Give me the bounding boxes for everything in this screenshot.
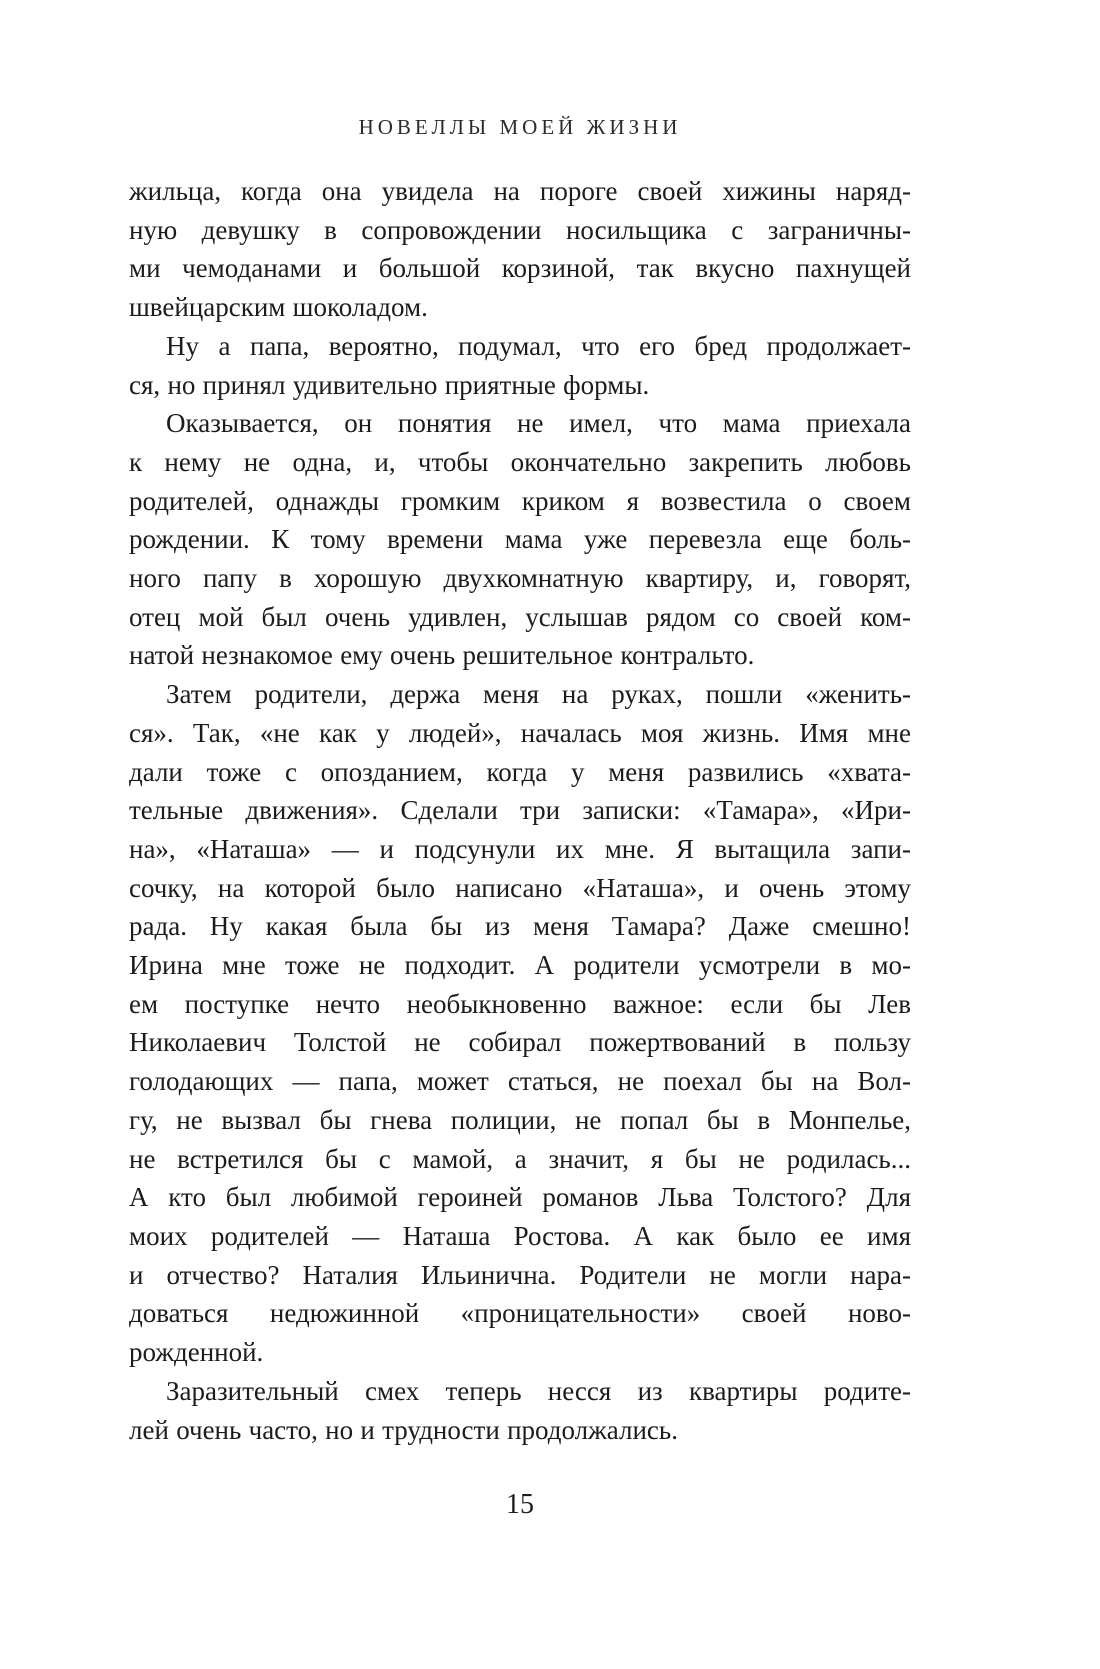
text-line: ся, но принял удивительно приятные формы. [129,369,650,400]
running-header: НОВЕЛЛЫ МОЕЙ ЖИЗНИ [358,115,682,139]
text-line: сочку, на которой было написано «Наташа», и очень этому [129,872,911,903]
text-line: дали тоже с опозданием, когда у меня развились «хвата- [129,756,911,787]
text-line: ем поступке нечто необыкновенно важное: если бы Лев [129,988,911,1019]
text-line: рождении. К тому времени мама уже перевезла еще боль- [129,524,911,555]
text-line: Николаевич Толстой не собирал пожертвований в пользу [129,1027,911,1058]
text-line: к нему не одна, и, чтобы окончательно закрепить любовь [129,446,911,477]
text-line: рожденной. [129,1337,264,1368]
text-line: тельные движения». Сделали три записки: «Тамара», «Ири- [129,795,911,826]
text-line: голодающих — папа, может статься, не поехал бы на Вол- [129,1066,911,1097]
text-line: жильца, когда она увидела на пороге своей хижины наряд- [129,176,911,206]
text-line: доваться недюжинной «проницательности» своей ново- [129,1298,911,1329]
text-line: ного папу в хорошую двухкомнатную квартиру, и, говорят, [129,563,911,594]
text-line: рада. Ну какая была бы из меня Тамара? Даже смешно! [129,911,911,942]
text-line: швейцарским шоколадом. [129,292,428,323]
text-line: Заразительный смех теперь несся из квартиры родите- [166,1375,911,1406]
body-text [129,172,911,1449]
text-line: моих родителей — Наташа Ростова. А как было ее имя [129,1220,911,1251]
text-line: отец мой был очень удивлен, услышав рядом со своей ком- [129,601,911,632]
text-line: лей очень часто, но и трудности продолжались. [129,1414,678,1445]
text-line: ми чемоданами и большой корзиной, так вкусно пахнущей [129,253,911,284]
text-line: не встретился бы с мамой, а значит, я бы не родилась... [129,1143,911,1174]
text-line: ся». Так, «не как у людей», началась моя жизнь. Имя мне [129,717,911,748]
text-line: Ирина мне тоже не подходит. А родители усмотрели в мо- [129,950,911,981]
text-line: А кто был любимой героиней романов Льва Толстого? Для [129,1182,911,1213]
text-line: Затем родители, держа меня на руках, пошли «женить- [166,679,911,710]
text-line: родителей, однажды громким криком я возвестила о своем [129,485,911,516]
page-number: 15 [506,1489,534,1520]
text-line: гу, не вызвал бы гнева полиции, не попал бы в Монпелье, [129,1104,911,1135]
text-line: ную девушку в сопровождении носильщика с заграничны- [129,214,911,245]
text-line: натой незнакомое ему очень решительное контральто. [129,640,755,671]
text-line: и отчество? Наталия Ильинична. Родители не могли нара- [129,1259,911,1290]
text-line: Оказывается, он понятия не имел, что мама приехала [166,408,911,439]
text-line: Ну а папа, вероятно, подумал, что его бред продолжает- [166,330,911,361]
text-line: на», «Наташа» — и подсунули их мне. Я вытащила запи- [129,833,911,864]
